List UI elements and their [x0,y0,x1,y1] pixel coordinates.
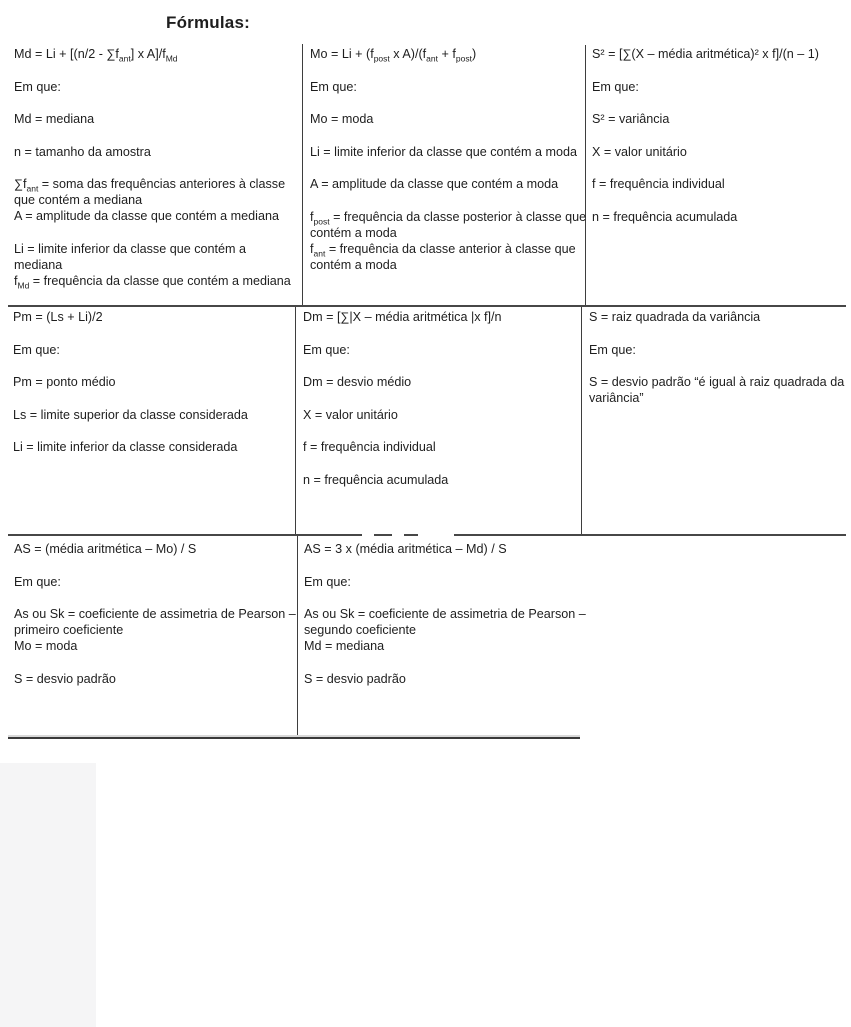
cell-variancia [592,46,844,225]
scan-line-gap [418,533,454,536]
em-que-label: Em que: [303,342,350,357]
grid-bottom-line [8,737,580,739]
definition-line: Mo = moda [310,112,374,126]
definition-line: As ou Sk = coeficiente de assimetria de Pearson – [304,607,586,621]
em-que-label: Em que: [304,574,351,589]
formula-dm: Dm = [∑|X – média aritmética |x f]/n [303,310,502,324]
definition-line: $f_{Md}$ = frequência da classe que contém a mediana [14,273,291,291]
definition-line: $f_{post}$ = frequência da classe posterior à classe que [310,209,587,227]
grid-vline-row2-col2 [581,307,582,534]
definition-line: n = frequência acumulada [592,209,738,224]
cell-assimetria-1 [14,541,296,687]
definition-line: A = amplitude da classe que contém a moda [310,177,559,191]
definition-line: S² = variância [592,112,670,126]
formula-pm: Pm = (Ls + Li)/2 [13,310,103,324]
cell-mediana [14,46,299,289]
definition-line: X = valor unitário [592,144,687,159]
cell-moda [310,46,587,273]
formula-md: $Md = Li + [(n/2 - \sum f_{ant}]$ x $A]/f_{Md}$ [14,47,178,64]
definition-line: S = desvio padrão “é igual à raiz quadrada da [589,375,845,389]
formula-as1: AS = (média aritmética – Mo) / S [14,542,197,556]
grid-vline-row1-col2 [585,45,586,306]
formula-variancia: S² = [∑(X – média aritmética)² x f]/(n – 1) [592,47,819,61]
definition-line: $f_{ant}$ = frequência da classe anterior à classe que [310,241,576,259]
definition-line: contém a moda [310,257,397,272]
em-que-label: Em que: [310,79,357,94]
em-que-label: Em que: [14,574,61,589]
formula-s: S = raiz quadrada da variância [589,310,761,324]
definition-line: n = tamanho da amostra [14,144,151,159]
cell-ponto-medio [13,309,291,455]
em-que-label: Em que: [14,79,61,94]
definition-line: Li = limite inferior da classe que contém a moda [310,144,578,159]
page-title: Fórmulas: [166,13,250,32]
definition-line: Md = mediana [304,639,385,653]
definition-line: n = frequência acumulada [303,472,449,487]
definition-line: A = amplitude da classe que contém a mediana [14,209,279,223]
scan-line-gap [392,533,404,536]
formula-as2: AS = 3 x (média aritmética – Md) / S [304,542,507,556]
definition-line: segundo coeficiente [304,623,417,637]
definition-line: Li = limite inferior da classe que contém a [14,241,247,256]
grid-vline-row1-col1 [302,44,303,306]
formula-mo: $Mo = Li + (f_{post}$ x $A)/(f_{ant} + f_{post})$ [310,47,477,64]
em-que-label: Em que: [592,79,639,94]
definition-line: S = desvio padrão [304,671,406,686]
definition-line: variância” [589,391,644,405]
definition-line: $\sum f_{ant}$ = soma das frequências anteriores à classe [14,177,286,194]
grid-vline-row2-col1 [295,307,296,534]
definition-line: f = frequência individual [592,177,725,191]
definition-line: Ls = limite superior da classe considerada [13,407,248,422]
definition-line: Md = mediana [14,112,95,126]
grid-vline-row3-col1 [297,536,298,737]
definition-line: f = frequência individual [303,440,436,454]
cell-desvio-padrao [589,309,844,406]
em-que-label: Em que: [589,342,636,357]
definition-line: Dm = desvio médio [303,375,412,389]
cell-desvio-medio [303,309,575,488]
scan-artifact-block [0,763,96,1027]
em-que-label: Em que: [13,342,60,357]
definition-line: Li = limite inferior da classe considerada [13,440,238,454]
definition-line: X = valor unitário [303,407,398,422]
definition-line: As ou Sk = coeficiente de assimetria de Pearson – [14,607,296,621]
definition-line: contém a moda [310,225,397,240]
grid-hline-row1-row2 [8,305,846,307]
definition-line: mediana [14,257,63,272]
scan-line-gap [362,533,374,536]
definition-line: Mo = moda [14,639,78,653]
definition-line: que contém a mediana [14,193,143,207]
definition-line: S = desvio padrão [14,671,116,686]
definition-line: primeiro coeficiente [14,623,124,637]
cell-assimetria-2 [304,541,586,687]
definition-line: Pm = ponto médio [13,375,116,389]
